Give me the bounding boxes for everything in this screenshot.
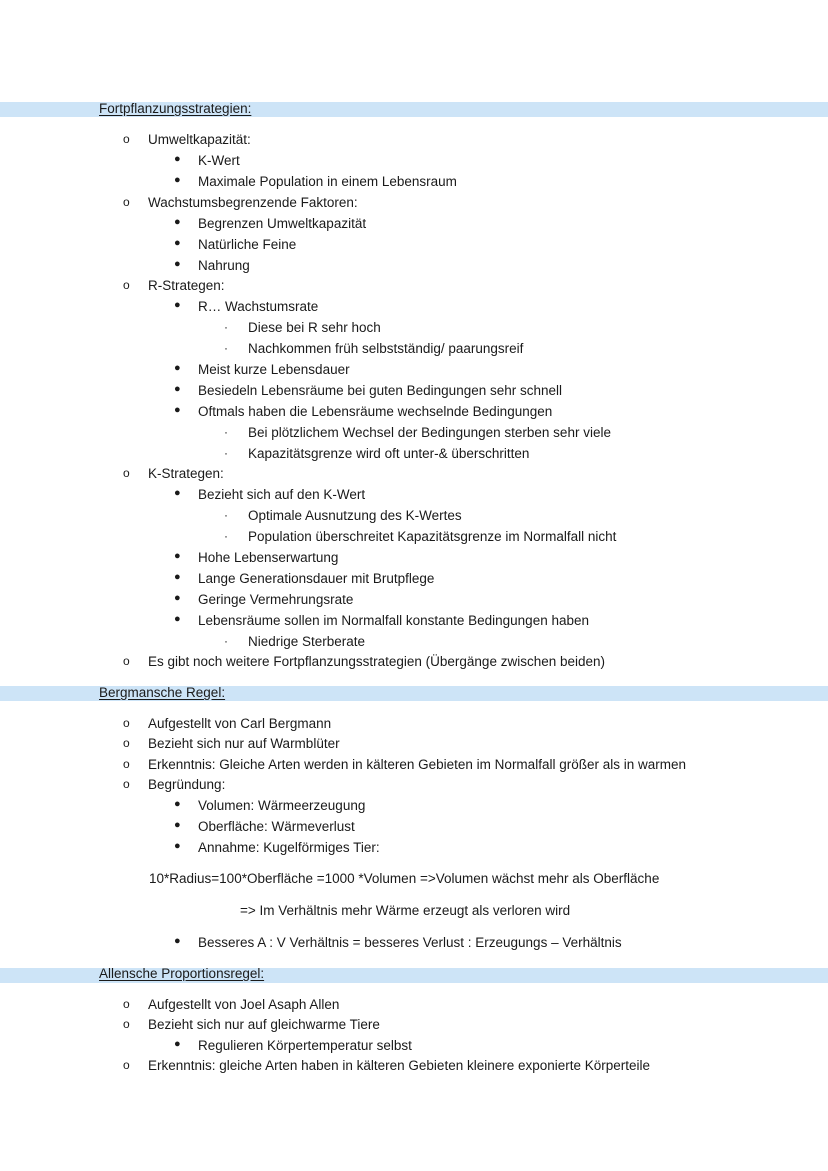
disc-bullet-icon: ● bbox=[174, 404, 181, 416]
circle-bullet-icon: o bbox=[123, 654, 130, 668]
dot-bullet-icon: · bbox=[224, 341, 228, 355]
circle-bullet-icon: o bbox=[123, 716, 130, 730]
disc-bullet-icon: ● bbox=[174, 299, 181, 311]
circle-bullet-icon: o bbox=[123, 736, 130, 750]
circle-bullet-icon: o bbox=[123, 777, 130, 791]
disc-bullet-icon: ● bbox=[174, 571, 181, 583]
disc-bullet-icon: ● bbox=[174, 592, 181, 604]
disc-bullet-icon: ● bbox=[174, 819, 181, 831]
formula-text: 10*Radius=100*Oberfläche =1000 *Volumen =>Volumen wächst mehr als Oberfläche bbox=[149, 871, 660, 886]
section-heading-allen: Allensche Proportionsregel: bbox=[99, 966, 265, 981]
disc-bullet-icon: ● bbox=[174, 487, 181, 499]
circle-bullet-icon: o bbox=[123, 195, 130, 209]
conclusion-text: => Im Verhältnis mehr Wärme erzeugt als verloren wird bbox=[240, 903, 571, 918]
section-heading-bergmann: Bergmansche Regel: bbox=[99, 685, 226, 700]
dot-bullet-icon: · bbox=[224, 320, 228, 334]
section-heading-fortpflanzung: Fortpflanzungsstrategien: bbox=[99, 101, 252, 116]
dot-bullet-icon: · bbox=[224, 529, 228, 543]
disc-bullet-icon: ● bbox=[174, 153, 181, 165]
disc-bullet-icon: ● bbox=[174, 550, 181, 562]
disc-bullet-icon: ● bbox=[174, 237, 181, 249]
circle-bullet-icon: o bbox=[123, 757, 130, 771]
disc-bullet-icon: ● bbox=[174, 840, 181, 852]
disc-bullet-icon: ● bbox=[174, 383, 181, 395]
circle-bullet-icon: o bbox=[123, 278, 130, 292]
disc-bullet-icon: ● bbox=[174, 798, 181, 810]
disc-bullet-icon: ● bbox=[174, 216, 181, 228]
circle-bullet-icon: o bbox=[123, 466, 130, 480]
dot-bullet-icon: · bbox=[224, 508, 228, 522]
circle-bullet-icon: o bbox=[123, 1058, 130, 1072]
disc-bullet-icon: ● bbox=[174, 174, 181, 186]
disc-bullet-icon: ● bbox=[174, 935, 181, 947]
disc-bullet-icon: ● bbox=[174, 362, 181, 374]
disc-bullet-icon: ● bbox=[174, 613, 181, 625]
dot-bullet-icon: · bbox=[224, 446, 228, 460]
dot-bullet-icon: · bbox=[224, 425, 228, 439]
circle-bullet-icon: o bbox=[123, 1017, 130, 1031]
disc-bullet-icon: ● bbox=[174, 258, 181, 270]
circle-bullet-icon: o bbox=[123, 132, 130, 146]
disc-bullet-icon: ● bbox=[174, 1038, 181, 1050]
circle-bullet-icon: o bbox=[123, 997, 130, 1011]
dot-bullet-icon: · bbox=[224, 634, 228, 648]
